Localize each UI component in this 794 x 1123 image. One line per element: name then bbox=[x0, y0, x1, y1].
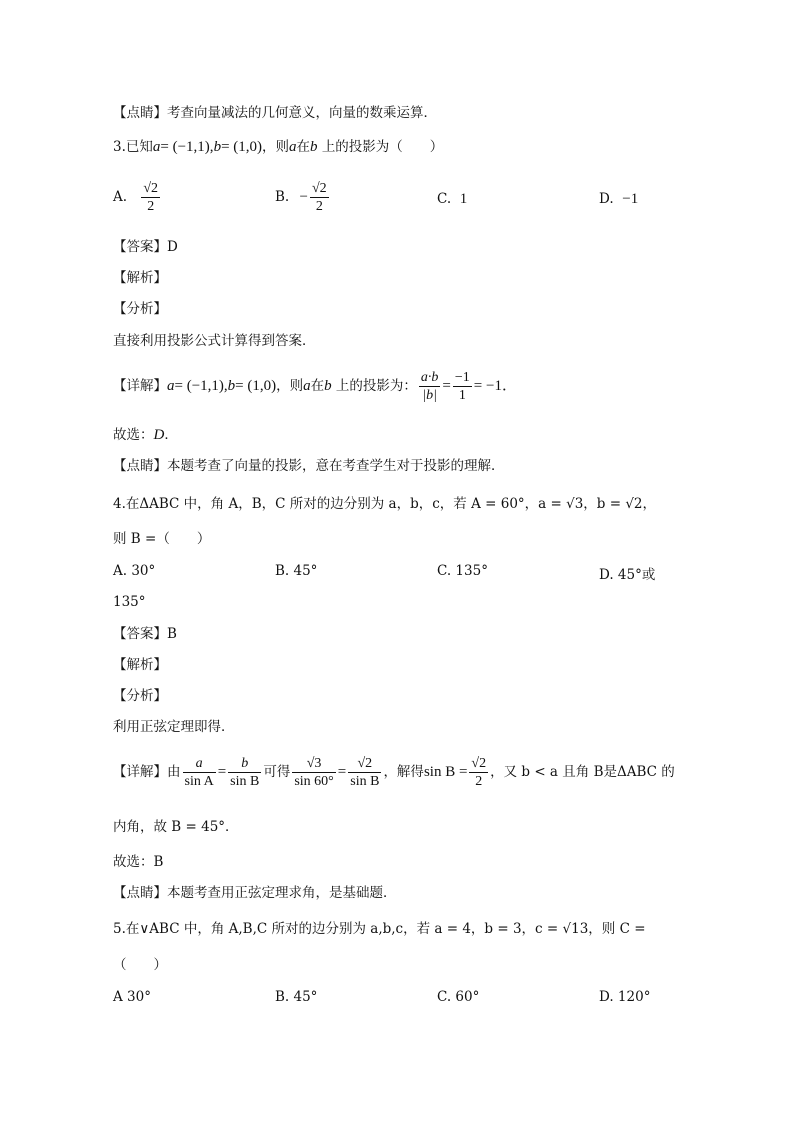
q3-detail: 【详解】a= (−1,1),b= (1,0)，则a在b 上的投影为： $\frac{a\cdot b}{|b|}$ = $\frac{-1}{1}$ = −1． bbox=[113, 370, 517, 403]
q4-jiexi: 【解析】 bbox=[113, 657, 167, 673]
q4-dianjing: 【点睛】本题考查用正弦定理求角，是基础题． bbox=[113, 885, 397, 901]
q4-option-a: A. 30° bbox=[113, 563, 156, 579]
q4-option-b: B. 45° bbox=[275, 563, 318, 579]
q5-paren: （ ） bbox=[113, 957, 167, 973]
q3-analysis: 直接利用投影公式计算得到答案． bbox=[113, 333, 316, 349]
q5-option-b: B. 45° bbox=[275, 989, 318, 1005]
q4-fenxi: 【分析】 bbox=[113, 688, 167, 704]
q2-dianjing: 【点睛】考查向量减法的几何意义，向量的数乘运算． bbox=[113, 105, 437, 121]
q4-analysis: 利用正弦定理即得． bbox=[113, 719, 235, 735]
q3-answer: 【答案】D bbox=[113, 239, 178, 255]
q4-option-d: D. 45°或 bbox=[599, 567, 656, 583]
q4-option-c: C. 135° bbox=[437, 563, 488, 579]
q3-option-a: A. $\frac{√2}{2}$ bbox=[113, 181, 159, 214]
q4-detail: 【详解】由 $\frac{a}{\text{sin A}}$ = $\frac{b}{\text{sin B}}$ 可得 $\frac{√3}{\sin 60^\circ}$ = $\frac{√2}{\text{sin B}}$ ，解得sin B = $\frac{√2}{2}$ ，又 b < a 且角 B是ΔABC 的 bbox=[113, 756, 675, 789]
q4-detail-line2: 内角，故 B = 45°． bbox=[113, 819, 239, 835]
q4-option-d-continued: 135° bbox=[113, 594, 146, 610]
q3-option-c: C. 1 bbox=[437, 191, 468, 207]
q3-option-b: B. − $\frac{√2}{2}$ bbox=[275, 181, 327, 214]
q3-conclusion: 故选：D． bbox=[113, 427, 178, 443]
q4-conclusion: 故选：B bbox=[113, 854, 164, 870]
q3-fenxi: 【分析】 bbox=[113, 301, 167, 317]
q5-option-c: C. 60° bbox=[437, 989, 480, 1005]
q5-option-a: A 30° bbox=[113, 989, 151, 1005]
q4-stem-line2: 则 B =（ ） bbox=[113, 531, 211, 547]
q4-answer: 【答案】B bbox=[113, 626, 177, 642]
q3-dianjing: 【点睛】本题考查了向量的投影，意在考查学生对于投影的理解． bbox=[113, 458, 505, 474]
q3-stem: 3.已知a= (−1,1),b= (1,0)，则a在b 上的投影为（ ） bbox=[113, 139, 444, 155]
q5-option-d: D. 120° bbox=[599, 989, 651, 1005]
q3-option-d: D. −1 bbox=[599, 191, 639, 207]
q5-stem: 5.在∨ABC 中，角 A,B,C 所对的边分别为 a,b,c，若 a = 4，b = 3，c = √13，则 C = bbox=[113, 921, 646, 937]
q4-stem-line1: 4.在ΔABC 中，角 A，B，C 所对的边分别为 a，b，c，若 A = 60°，a = √3，b = √2， bbox=[113, 496, 657, 512]
q3-jiexi: 【解析】 bbox=[113, 270, 167, 286]
